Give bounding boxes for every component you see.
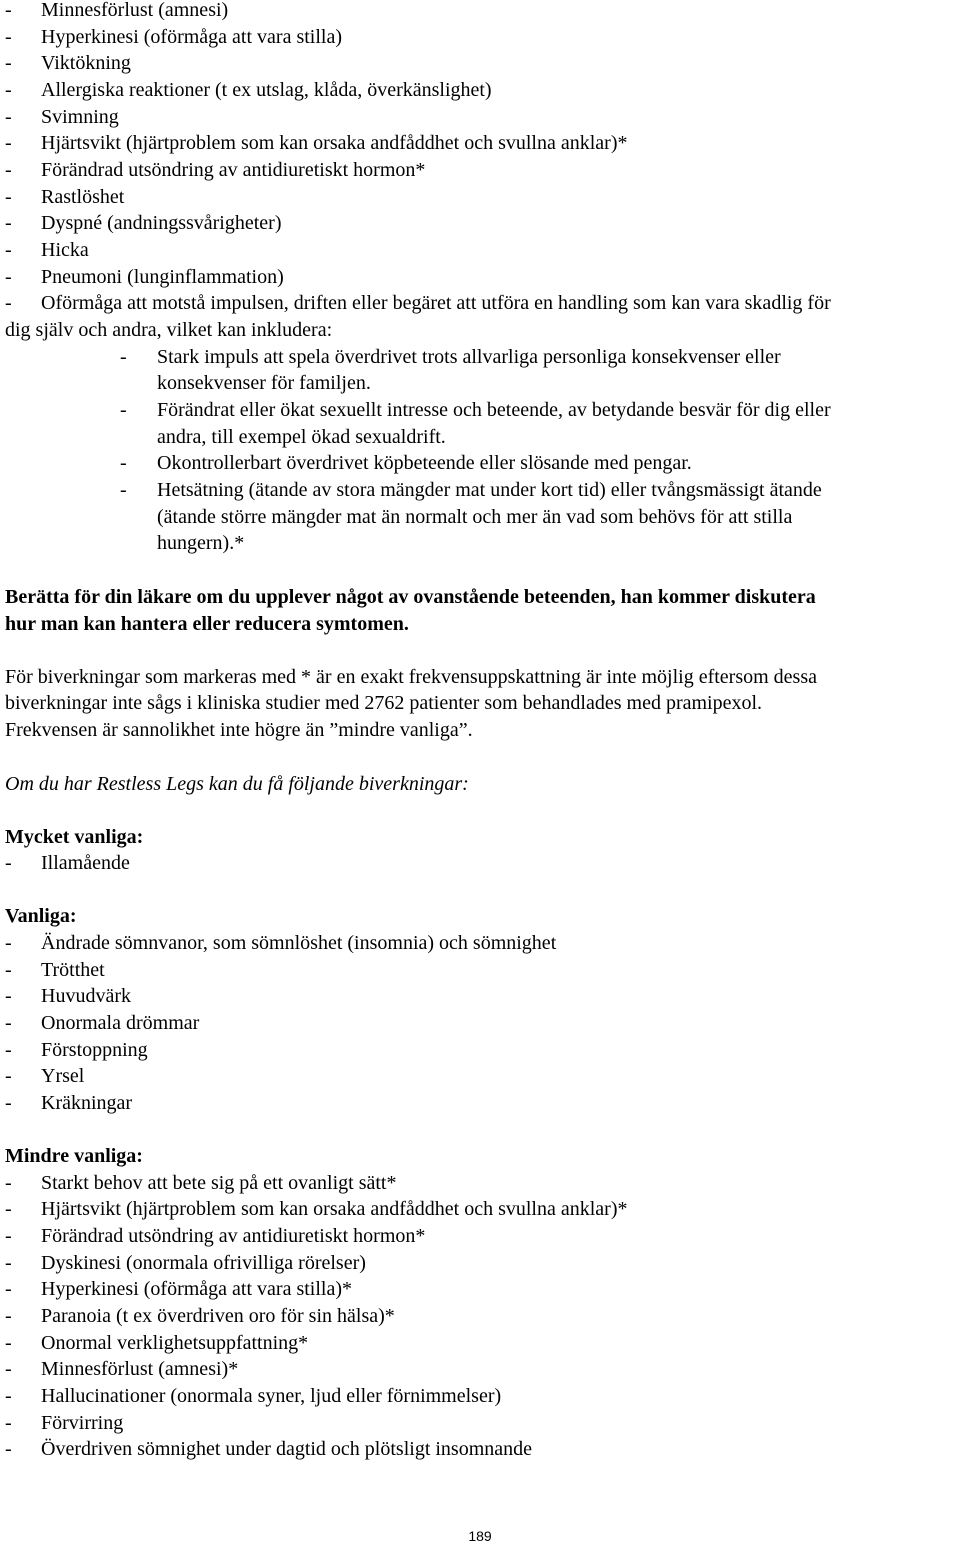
page-number: 189 bbox=[468, 1528, 492, 1544]
document-page: - Minnesförlust (amnesi) - Hyperkinesi (oförmåga att vara stilla) - Viktökning - Allergiska reaktioner (t ex utslag, klåda, överkänslighet) - Svimning - Hjärtsvikt (hjärtproblem som kan orsaka andfåddhet och svullna anklar)* - Förändrad utsöndring av antidiuretiskt hormon* - Rastlöshet - Dyspné (andningssvårigheter) - Hicka - Pneumoni (lunginflammation) - Oförmåga att motstå impulsen, driften eller begäret att utföra en handling som kan vara skadlig för dig själv och andra, vilket kan inkludera: - Stark impuls att spela överdrivet trots allvarliga personliga konsekvenser eller konsekvenser för familjen. - Förändrat eller ökat sexuellt intresse och beteende, av betydande besvär för dig eller andra, till exempel ökad sexualdrift. - Okontrollerbart överdrivet köpbeteende eller slösande med pengar. - Hetsätning (ätande av stora mängder mat under kort tid) eller tvångsmässigt ätande (ätande större mängder mat än normalt och mer än vad som behövs för att stilla hungern).* Berätta för din läkare om du upplever något av ovanstående beteenden, han kommer diskutera hur man kan hantera eller reducera symtomen. För biverkningar som markeras med * är en exakt frekvensuppskattning är inte möjlig eftersom dessa biverkningar inte sågs i kliniska studier med 2762 patienter som behandlades med pramipexol. Frekvensen är sannolikhet inte högre än ”mindre vanliga”. Om du har Restless Legs kan du få följande biverkningar: Mycket vanliga: - Illamående Vanliga: - Ändrade sömnvanor, som sömnlöshet (insomnia) och sömnighet - Trötthet - Huvudvärk - Onormala drömmar - Förstoppning - Yrsel - Kräkningar Mindre vanliga: - Starkt behov att bete sig på ett ovanligt sätt* - Hjärtsvikt (hjärtproblem som kan orsaka andfåddhet och svullna anklar)* - Förändrad utsöndring av antidiuretiskt hormon* - Dyskinesi (onormala ofrivilliga rörelser) - Hyperkinesi (oförmåga att vara stilla)* - Paranoia (t ex överdriven oro för sin hälsa)* - Onormal verklighetsuppfattning* - Minnesförlust (amnesi)* - Hallucinationer (onormala syner, ljud eller förnimmelser) - Förvirring - Överdriven sömnighet under dagtid och plötsligt insomnande 189 bbox=[0, 0, 960, 1543]
rls-intro: Om du har Restless Legs kan du få följande biverkningar: bbox=[5, 773, 469, 795]
section-heading-uncommon: Mindre vanliga: bbox=[5, 1145, 143, 1167]
section-heading-common: Vanliga: bbox=[5, 905, 77, 927]
section-heading-very-common: Mycket vanliga: bbox=[5, 826, 144, 848]
